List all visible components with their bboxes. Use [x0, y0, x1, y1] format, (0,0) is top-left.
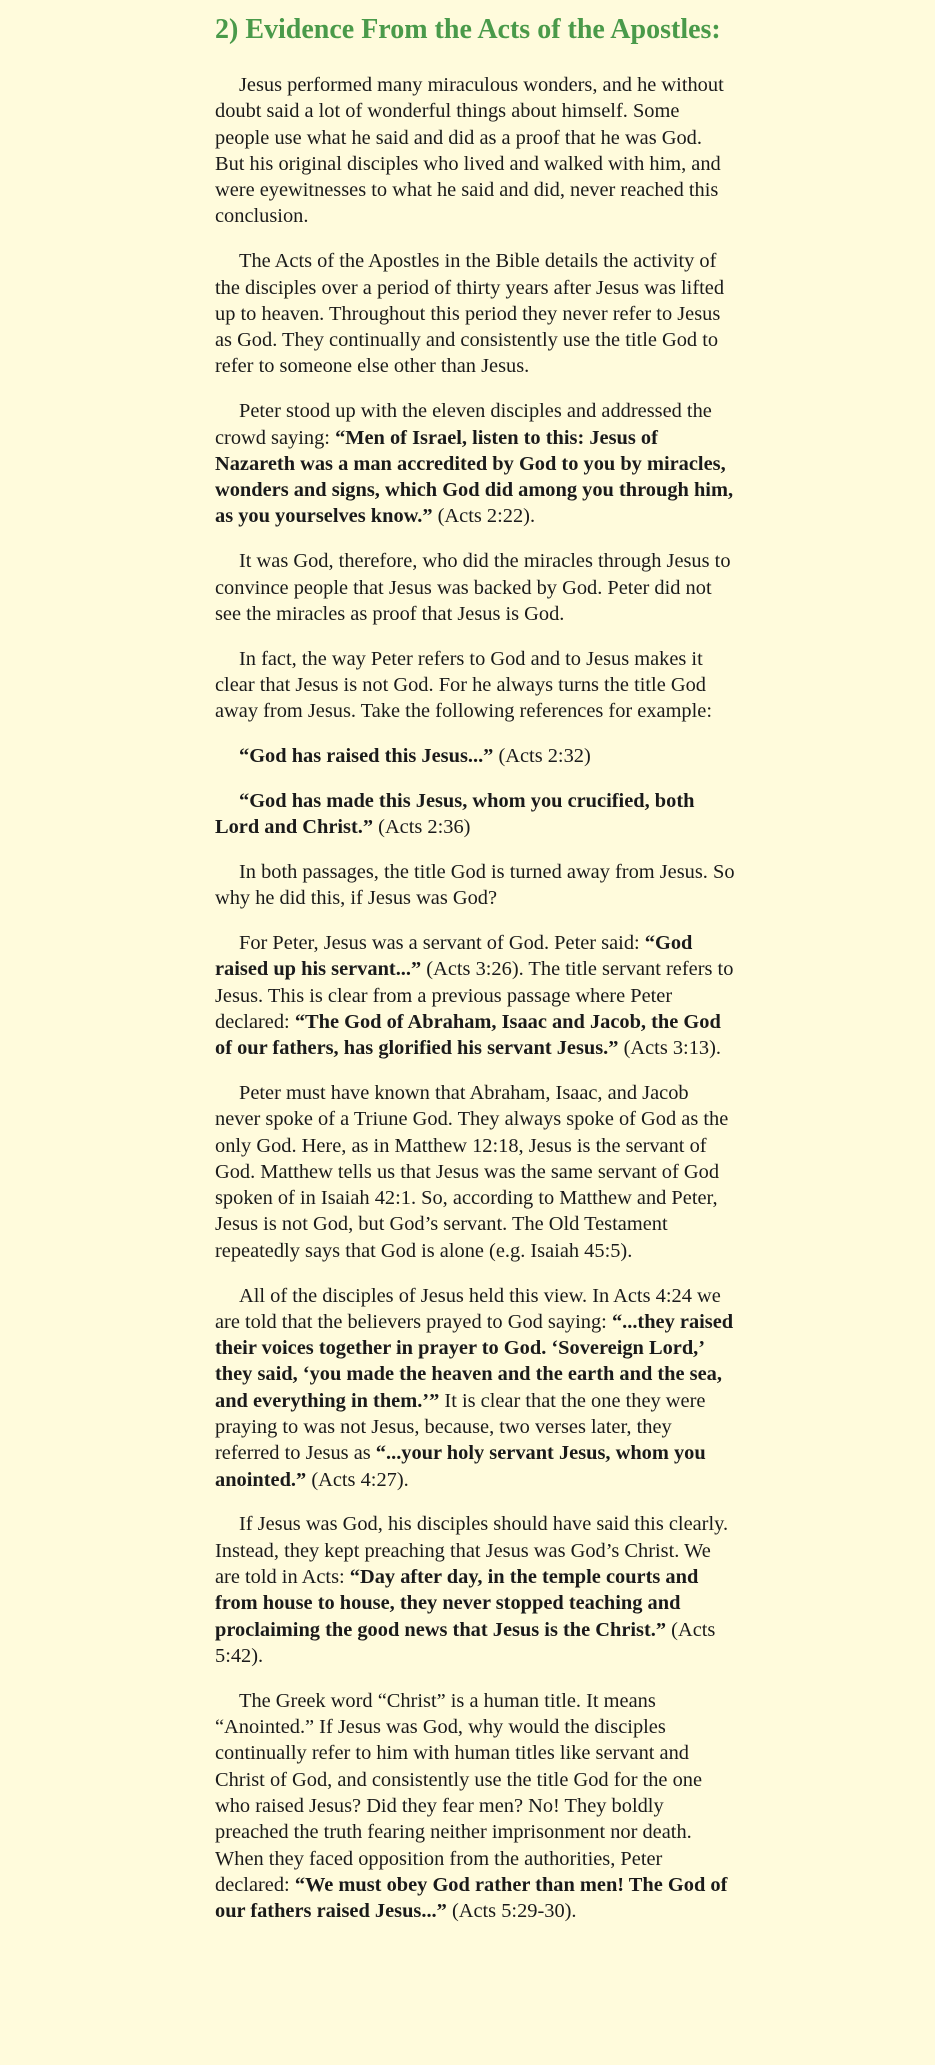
paragraph-text: Peter must have known that Abraham, Isaac, and Jacob never spoke of a Triune God. They always spoke of God as the only God. Here, as in Matthew 12:18, Jesus is the servant of God. Matthew tells us that Jesus was the same servant of God spoken of in Isaiah 42:1. So, according to Matthew and Peter, Jesus is not God, but God’s servant. The Old Testament repeatedly says that God is alone (e.g. Isaiah 45:5). — [215, 1082, 729, 1262]
paragraph — [215, 859, 735, 912]
paragraph-text: (Acts 2:36) — [373, 816, 471, 839]
paragraph — [215, 743, 735, 769]
paragraph-text: It is clear that the one they were praying to was not Jesus, because, two verses later, they referred to Jesus as — [215, 1389, 706, 1465]
paragraph-text: If Jesus was God, his disciples should have said this clearly. Instead, they kept preaching that Jesus was God’s Christ. We are told in Acts: — [215, 1513, 729, 1589]
scripture-quote: “God has raised this Jesus...” — [239, 745, 494, 768]
paragraph-text: (Acts 4:27). — [306, 1468, 409, 1491]
paragraph-text: All of the disciples of Jesus held this view. In Acts 4:24 we are told that the believers prayed to God saying: — [215, 1284, 721, 1333]
paragraph-text: It was God, therefore, who did the miracles through Jesus to convince people that Jesus was backed by God. Peter did not see the miracles as proof that Jesus is God. — [215, 550, 731, 625]
paragraph-text: (Acts 5:42). — [215, 1618, 716, 1667]
paragraph-text: (Acts 5:29-30). — [446, 1900, 577, 1923]
paragraph — [215, 1080, 735, 1264]
scripture-quote: “Men of Israel, listen to this: Jesus of Nazareth was a man accredited by God to you by miracles, wonders and signs, which God did among you through him, as you yourselves know.” — [215, 426, 734, 528]
paragraph-text: Peter stood up with the eleven disciples and addressed the crowd saying: — [215, 400, 712, 449]
article-body — [215, 12, 735, 1924]
paragraph-text: For Peter, Jesus was a servant of God. Peter said: — [239, 932, 645, 955]
paragraph — [215, 788, 735, 841]
paragraph — [215, 930, 735, 1061]
paragraph-text: (Acts 3:13). — [618, 1037, 721, 1060]
paragraph — [215, 646, 735, 725]
paragraph-text: In both passages, the title God is turned away from Jesus. So why he did this, if Jesus was God? — [215, 860, 735, 910]
paragraph-text: (Acts 2:32) — [493, 745, 591, 768]
paragraph-text: (Acts 3:26). The title servant refers to Jesus. This is clear from a previous passage where Peter declared: — [215, 958, 734, 1033]
paragraph — [215, 1511, 735, 1669]
paragraph-list — [215, 72, 735, 1924]
paragraph-text: (Acts 2:22). — [432, 505, 536, 528]
paragraph — [215, 548, 735, 627]
scripture-quote: “...they raised their voices together in prayer to God. ‘Sovereign Lord,’ they said, ‘you made the heaven and the earth and the sea, and everything in them.’” — [215, 1310, 734, 1412]
paragraph-text: Jesus performed many miraculous wonders, and he without doubt said a lot of wonderful things about himself. Some people use what he said and did as a proof that he was God. But his original disciples who lived and walked with him, and were eyewitnesses to what he said and did, never reached this conclusion. — [215, 74, 724, 228]
scripture-quote: “We must obey God rather than men! The God of our fathers raised Jesus...” — [215, 1873, 728, 1923]
paragraph-text: The Greek word “Christ” is a human title. It means “Anointed.” If Jesus was God, why would the disciples continually refer to him with human titles like servant and Christ of God, and consistently use the title God for the one who raised Jesus? Did they fear men? No! They boldly preached the truth fearing neither imprisonment nor death. When they faced opposition from the authorities, Peter declared: — [215, 1689, 703, 1896]
scripture-quote: “Day after day, in the temple courts and from house to house, they never stopped teaching and proclaiming the good news that Jesus is the Christ.” — [215, 1566, 699, 1641]
scripture-quote: “The God of Abraham, Isaac and Jacob, the God of our fathers, has glorified his servant Jesus.” — [215, 1010, 721, 1060]
paragraph — [215, 72, 735, 230]
paragraph — [215, 398, 735, 529]
scripture-quote: “God raised up his servant...” — [215, 932, 693, 981]
scripture-quote: “...your holy servant Jesus, whom you anointed.” — [215, 1442, 706, 1491]
paragraph — [215, 1283, 735, 1493]
paragraph — [215, 1688, 735, 1925]
section-heading: 2) Evidence From the Acts of the Apostles: — [215, 14, 721, 45]
paragraph-text: In fact, the way Peter refers to God and to Jesus makes it clear that Jesus is not God. For he always turns the title God away from Jesus. Take the following references for example: — [215, 647, 713, 723]
paragraph — [215, 248, 735, 379]
paragraph-text: The Acts of the Apostles in the Bible details the activity of the disciples over a period of thirty years after Jesus was lifted up to heaven. Throughout this period they never refer to Jesus as God. They continually and consistently use the title God to refer to someone else other than Jesus. — [215, 250, 725, 378]
scripture-quote: “God has made this Jesus, whom you crucified, both Lord and Christ.” — [215, 789, 695, 839]
